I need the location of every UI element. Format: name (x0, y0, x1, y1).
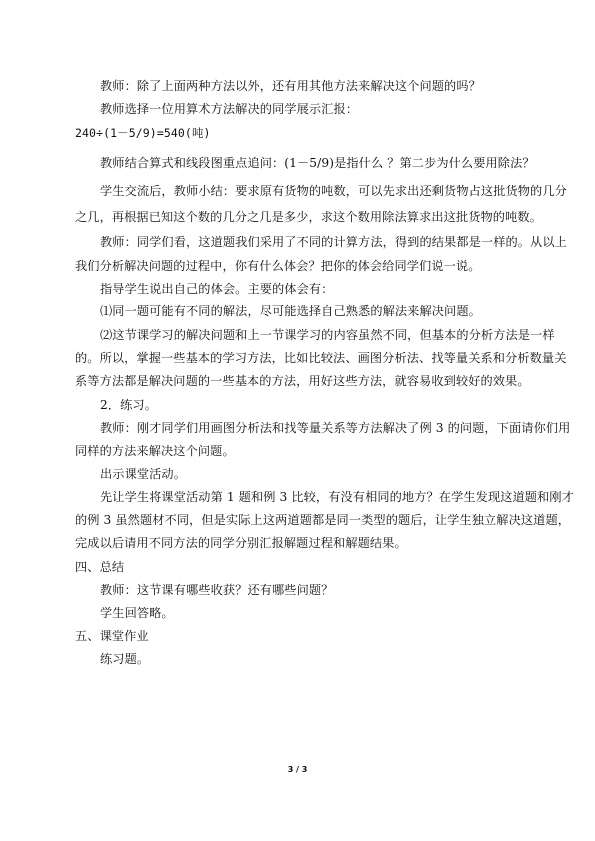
paragraph-line: 教师：刚才同学们用画图分析法和找等量关系等方法解决了例 3 的问题，下面请你们用 (100, 421, 571, 435)
section-heading: 五、课堂作业 (75, 629, 149, 643)
paragraph-line: 指导学生说出自己的体会。主要的体会有： (100, 282, 334, 296)
paragraph-line: 完成以后请用不同方法的同学分别汇报解题过程和解题结果。 (75, 536, 407, 550)
paragraph-line: 我们分析解决问题的过程中，你有什么体会？把你的体会给同学们说一说。 (75, 259, 481, 273)
paragraph-line: 之几，再根据已知这个数的几分之几是多少，求这个数用除法算求出这批货物的吨数。 (75, 210, 542, 224)
paragraph-line: 的。所以，掌握一些基本的学习方法，比如比较法、画图分析法、找等量关系和分析数量关 (75, 351, 567, 365)
paragraph-line: 的例 3 虽然题材不同，但是实际上这两道题都是同一类型的题后，让学生独立解决这道题， (75, 513, 571, 527)
paragraph-line: 教师：这节课有哪些收获？还有哪些问题？ (100, 583, 334, 597)
formula-line: 240÷(1－5/9)=540(吨) (75, 126, 211, 140)
paragraph-line: 同样的方法来解决这个问题。 (75, 444, 235, 458)
paragraph-line: 学生交流后，教师小结：要求原有货物的吨数，可以先求出还剩货物占这批货物的几分 (100, 184, 567, 198)
section-heading: 2．练习。 (100, 398, 158, 412)
paragraph-line: 出示课堂活动。 (100, 467, 187, 481)
paragraph-line: 教师结合算式和线段图重点追问：(1－5/9)是指什么 ？第二步为什么要用除法？ (100, 156, 535, 170)
section-heading: 四、总结 (75, 560, 125, 574)
paragraph-line: 教师：除了上面两种方法以外，还有用其他方法来解决这个问题的吗？ (100, 79, 481, 93)
list-item: ⑴同一题可能有不同的解法，尽可能选择自己熟悉的解法来解决问题。 (100, 304, 481, 318)
page-number: 3 / 3 (287, 765, 308, 774)
paragraph-line: 教师：同学们看，这道题我们采用了不同的计算方法，得到的结果都是一样的。从以上 (100, 235, 567, 249)
paragraph-line: 教师选择一位用算术方法解决的同学展示汇报： (100, 102, 359, 116)
list-item: ⑵这节课学习的解决问题和上一节课学习的内容虽然不同，但基本的分析方法是一样 (100, 328, 555, 342)
paragraph-line: 先让学生将课堂活动第 1 题和例 3 比较，有没有相同的地方？在学生发现这道题和刚才 (100, 490, 574, 504)
paragraph-line: 系等方法都是解决问题的一些基本的方法，用好这些方法，就容易收到较好的效果。 (75, 374, 530, 388)
paragraph-line: 练习题。 (100, 652, 150, 666)
paragraph-line: 学生回答略。 (100, 606, 174, 620)
